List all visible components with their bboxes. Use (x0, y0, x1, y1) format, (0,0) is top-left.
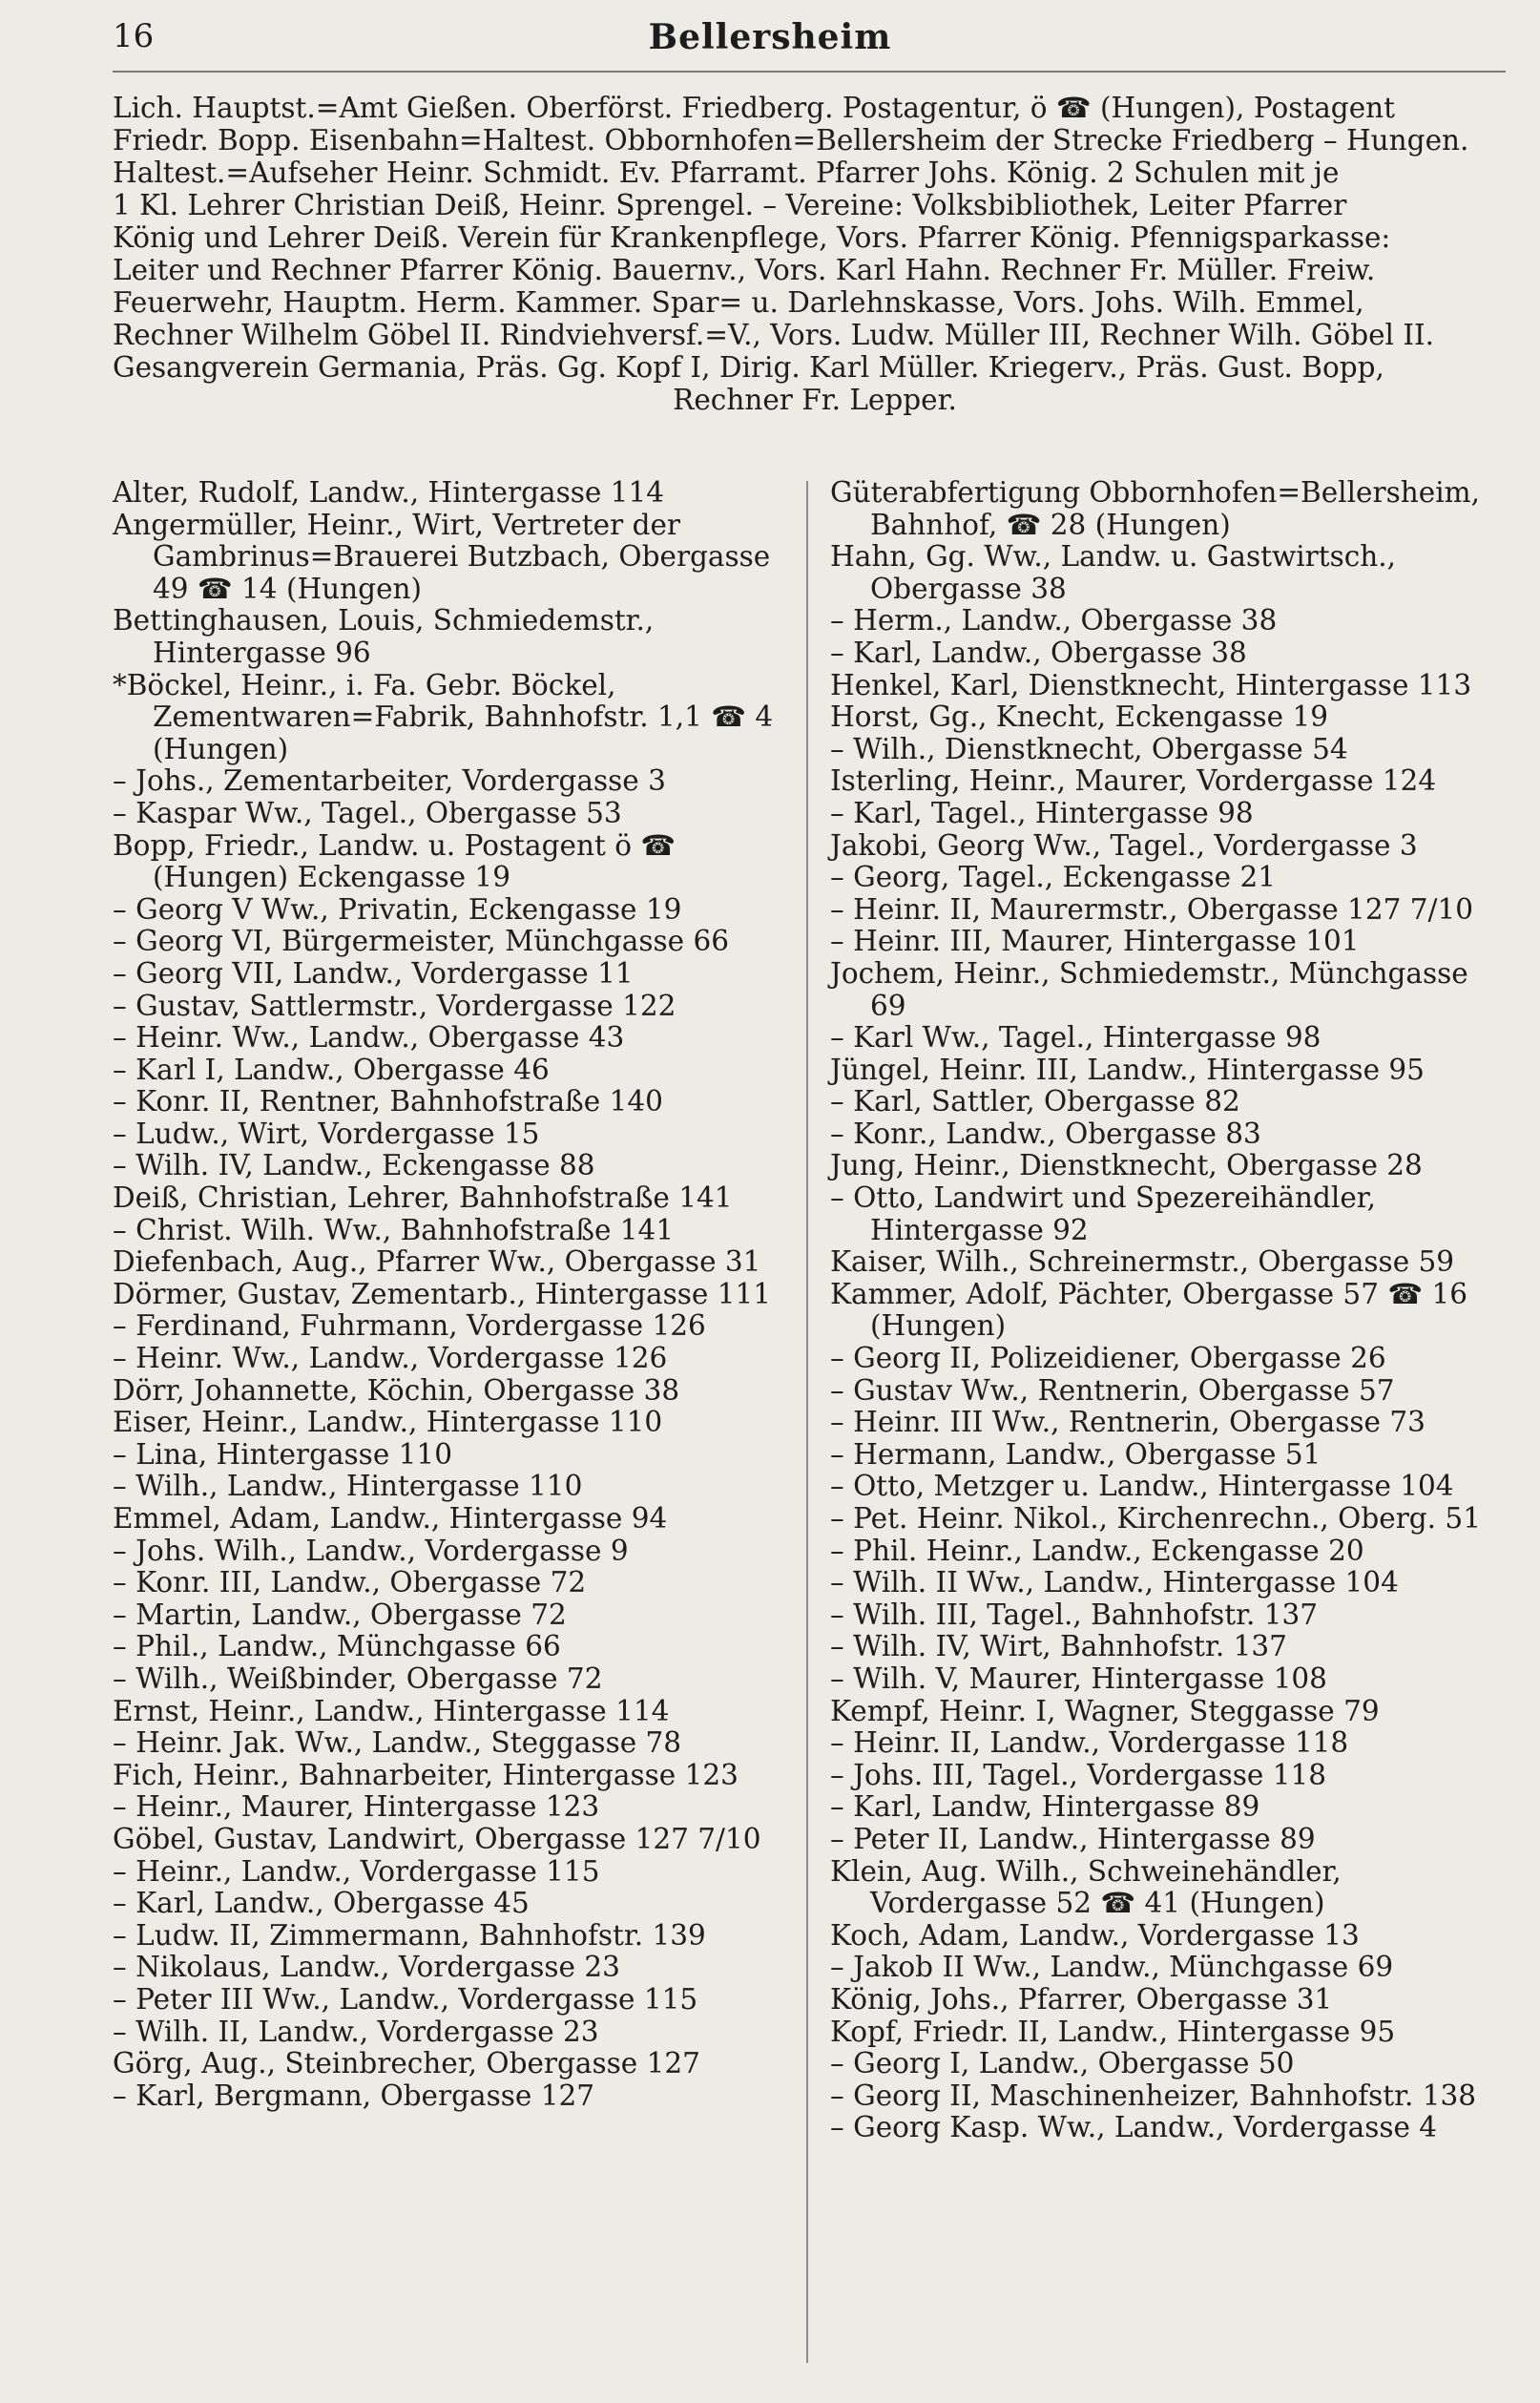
directory-entry: – Karl, Landw, Hintergasse 89 (830, 1790, 1260, 1824)
directory-entry: Angermüller, Heinr., Wirt, Vertreter der Gambrinus=Brauerei Butzbach, Obergasse 49 ☎ 14 (Hungen) (113, 508, 771, 605)
directory-entry: Henkel, Karl, Dienstknecht, Hintergasse 113 (830, 668, 1472, 701)
intro-line: Friedr. Bopp. Eisenbahn=Haltest. Obbornhofen=Bellersheim der Strecke Friedberg – Hungen. (113, 124, 1469, 157)
directory-entry: – Gustav Ww., Rentnerin, Obergasse 57 (830, 1373, 1395, 1407)
directory-entry: Isterling, Heinr., Maurer, Vordergasse 124 (830, 764, 1437, 798)
directory-entry: Dörmer, Gustav, Zementarb., Hintergasse 111 (113, 1277, 772, 1310)
directory-entry: – Heinr., Landw., Vordergasse 115 (113, 1854, 600, 1888)
directory-entry: – Konr. II, Rentner, Bahnhofstraße 140 (113, 1085, 663, 1118)
intro-line: Haltest.=Aufseher Heinr. Schmidt. Ev. Pfarramt. Pfarrer Johs. König. 2 Schulen mit je (113, 157, 1340, 189)
directory-entry: – Herm., Landw., Obergasse 38 (830, 604, 1278, 637)
page-title: Bellersheim (648, 17, 892, 57)
directory-entry: – Nikolaus, Landw., Vordergasse 23 (113, 1951, 620, 1984)
directory-entry: Jakobi, Georg Ww., Tagel., Vordergasse 3 (830, 828, 1418, 862)
directory-entry: *Böckel, Heinr., i. Fa. Gebr. Böckel, Zementwaren=Fabrik, Bahnhofstr. 1,1 ☎ 4 (Hungen) (113, 668, 774, 765)
intro-line: 1 Kl. Lehrer Christian Deiß, Heinr. Sprengel. – Vereine: Volksbibliothek, Leiter Pfarrer (113, 189, 1347, 221)
directory-entry: – Wilh., Weißbinder, Obergasse 72 (113, 1661, 603, 1695)
directory-entry: – Konr., Landw., Obergasse 83 (830, 1117, 1261, 1150)
directory-entry: Klein, Aug. Wilh., Schweinehändler, Vordergasse 52 ☎ 41 (Hungen) (830, 1854, 1342, 1920)
header-rule (113, 71, 1506, 73)
directory-entry: – Ferdinand, Fuhrmann, Vordergasse 126 (113, 1309, 706, 1343)
directory-entry: Alter, Rudolf, Landw., Hintergasse 114 (113, 476, 664, 509)
directory-entry: – Phil., Landw., Münchgasse 66 (113, 1630, 561, 1663)
directory-entry: – Gustav, Sattlermstr., Vordergasse 122 (113, 989, 676, 1022)
directory-entry: – Lina, Hintergasse 110 (113, 1437, 452, 1471)
column-divider (806, 481, 808, 2363)
directory-entry: Diefenbach, Aug., Pfarrer Ww., Obergasse 31 (113, 1245, 761, 1279)
directory-entry: – Ludw., Wirt, Vordergasse 15 (113, 1117, 540, 1150)
directory-entry: – Kaspar Ww., Tagel., Obergasse 53 (113, 796, 622, 829)
directory-entry: – Wilh. V, Maurer, Hintergasse 108 (830, 1661, 1327, 1695)
directory-entry: – Ludw. II, Zimmermann, Bahnhofstr. 139 (113, 1918, 706, 1952)
town-description (113, 92, 1517, 416)
intro-line: Rechner Wilhelm Göbel II. Rindviehversf.=V., Vors. Ludw. Müller III, Rechner Wilh. Göbel II. (113, 319, 1435, 351)
directory-entry: – Jakob II Ww., Landw., Münchgasse 69 (830, 1951, 1394, 1984)
directory-entry: – Georg Kasp. Ww., Landw., Vordergasse 4 (830, 2111, 1438, 2144)
directory-entry: – Heinr. II, Maurermstr., Obergasse 127 7/10 (830, 892, 1473, 926)
directory-entry: – Georg II, Polizeidiener, Obergasse 26 (830, 1342, 1386, 1375)
directory-entry: Kempf, Heinr. I, Wagner, Steggasse 79 (830, 1694, 1380, 1727)
directory-entry: – Heinr. Ww., Landw., Vordergasse 126 (113, 1342, 668, 1375)
directory-entry: – Heinr. III, Maurer, Hintergasse 101 (830, 925, 1360, 958)
directory-entry: – Karl, Bergmann, Obergasse 127 (113, 2079, 595, 2112)
directory-entry: Jung, Heinr., Dienstknecht, Obergasse 28 (830, 1149, 1423, 1182)
directory-entry: Güterabfertigung Obbornhofen=Bellersheim, Bahnhof, ☎ 28 (Hungen) (830, 476, 1480, 541)
directory-entry: König, Johs., Pfarrer, Obergasse 31 (830, 1982, 1333, 2016)
directory-entry: – Karl, Tagel., Hintergasse 98 (830, 796, 1254, 829)
directory-entry: Emmel, Adam, Landw., Hintergasse 94 (113, 1502, 668, 1535)
directory-entry: – Otto, Landwirt und Spezereihändler, Hintergasse 92 (830, 1181, 1377, 1246)
directory-entry: – Georg, Tagel., Eckengasse 21 (830, 861, 1277, 894)
directory-entry: Kammer, Adolf, Pächter, Obergasse 57 ☎ 16 (Hungen) (830, 1277, 1467, 1343)
left-column (113, 477, 785, 2112)
page-number: 16 (113, 17, 155, 55)
directory-entry: – Georg V Ww., Privatin, Eckengasse 19 (113, 892, 682, 926)
directory-entry: – Wilh., Landw., Hintergasse 110 (113, 1470, 583, 1503)
directory-entry: Ernst, Heinr., Landw., Hintergasse 114 (113, 1694, 670, 1727)
directory-entry: Kopf, Friedr. II, Landw., Hintergasse 95 (830, 2015, 1396, 2048)
intro-line: Lich. Hauptst.=Amt Gießen. Oberförst. Friedberg. Postagentur, ö ☎ (Hungen), Postagent (113, 92, 1396, 124)
directory-entry: – Karl, Sattler, Obergasse 82 (830, 1085, 1240, 1118)
directory-entry: – Wilh. II, Landw., Vordergasse 23 (113, 2015, 599, 2048)
directory-entry: Deiß, Christian, Lehrer, Bahnhofstraße 141 (113, 1181, 733, 1215)
directory-entry: – Hermann, Landw., Obergasse 51 (830, 1437, 1321, 1471)
intro-line: Feuerwehr, Hauptm. Herm. Kammer. Spar= u. Darlehnskasse, Vors. Johs. Wilh. Emmel, (113, 286, 1364, 319)
directory-entry: – Wilh. IV, Landw., Eckengasse 88 (113, 1149, 595, 1182)
directory-entry: Bettinghausen, Louis, Schmiedemstr., Hintergasse 96 (113, 604, 655, 669)
directory-entry: – Wilh., Dienstknecht, Obergasse 54 (830, 732, 1348, 765)
intro-lines (113, 92, 1517, 384)
right-column (830, 477, 1509, 2144)
intro-line: Gesangverein Germania, Präs. Gg. Kopf I, Dirig. Karl Müller. Kriegerv., Präs. Gust. Bopp, (113, 351, 1384, 384)
directory-entry: Bopp, Friedr., Landw. u. Postagent ö ☎ (Hungen) Eckengasse 19 (113, 828, 676, 894)
directory-entry: – Phil. Heinr., Landw., Eckengasse 20 (830, 1534, 1364, 1567)
directory-entry: – Heinr. Ww., Landw., Obergasse 43 (113, 1021, 625, 1055)
directory-entry: – Wilh. II Ww., Landw., Hintergasse 104 (830, 1566, 1399, 1599)
directory-entry: – Peter III Ww., Landw., Vordergasse 115 (113, 1982, 698, 2016)
directory-entry: – Karl, Landw., Obergasse 45 (113, 1887, 530, 1920)
directory-entry: – Georg I, Landw., Obergasse 50 (830, 2047, 1295, 2080)
directory-entry: Hahn, Gg. Ww., Landw. u. Gastwirtsch., Obergasse 38 (830, 540, 1396, 605)
directory-entry: Koch, Adam, Landw., Vordergasse 13 (830, 1918, 1360, 1952)
intro-line: Leiter und Rechner Pfarrer König. Bauernv., Vors. Karl Hahn. Rechner Fr. Müller. Freiw. (113, 254, 1376, 286)
directory-entry: Horst, Gg., Knecht, Eckengasse 19 (830, 700, 1329, 734)
directory-entry: Kaiser, Wilh., Schreinermstr., Obergasse 59 (830, 1245, 1455, 1279)
directory-entry: – Martin, Landw., Obergasse 72 (113, 1598, 567, 1631)
directory-entry: – Konr. III, Landw., Obergasse 72 (113, 1566, 587, 1599)
directory-entry: – Christ. Wilh. Ww., Bahnhofstraße 141 (113, 1213, 675, 1246)
directory-entry: – Wilh. IV, Wirt, Bahnhofstr. 137 (830, 1630, 1287, 1663)
directory-entry: – Johs., Zementarbeiter, Vordergasse 3 (113, 764, 666, 798)
directory-entry: – Wilh. III, Tagel., Bahnhofstr. 137 (830, 1598, 1319, 1631)
directory-entry: – Pet. Heinr. Nikol., Kirchenrechn., Oberg. 51 (830, 1502, 1481, 1535)
directory-entry: Eiser, Heinr., Landw., Hintergasse 110 (113, 1406, 663, 1439)
directory-entry: – Heinr., Maurer, Hintergasse 123 (113, 1790, 600, 1824)
directory-entry: – Karl I, Landw., Obergasse 46 (113, 1053, 550, 1086)
directory-entry: – Heinr. II, Landw., Vordergasse 118 (830, 1726, 1349, 1760)
directory-entry: – Otto, Metzger u. Landw., Hintergasse 104 (830, 1470, 1454, 1503)
directory-entry: – Johs. Wilh., Landw., Vordergasse 9 (113, 1534, 629, 1567)
intro-line: König und Lehrer Deiß. Verein für Krankenpflege, Vors. Pfarrer König. Pfennigsparkasse: (113, 221, 1391, 254)
directory-entry: – Georg VI, Bürgermeister, Münchgasse 66 (113, 925, 729, 958)
directory-entry: – Georg VII, Landw., Vordergasse 11 (113, 956, 634, 990)
directory-entry: – Georg II, Maschinenheizer, Bahnhofstr. 138 (830, 2079, 1477, 2112)
directory-entry: – Karl Ww., Tagel., Hintergasse 98 (830, 1021, 1321, 1055)
directory-entry: – Karl, Landw., Obergasse 38 (830, 636, 1247, 669)
directory-entry: – Peter II, Landw., Hintergasse 89 (830, 1822, 1316, 1855)
directory-entry: Dörr, Johannette, Köchin, Obergasse 38 (113, 1373, 680, 1407)
directory-entry: – Johs. III, Tagel., Vordergasse 118 (830, 1758, 1326, 1791)
directory-entry: Jochem, Heinr., Schmiedemstr., Münchgasse 69 (830, 956, 1468, 1022)
intro-last-line: Rechner Fr. Lepper. (673, 384, 957, 416)
directory-entry: Jüngel, Heinr. III, Landw., Hintergasse 95 (830, 1053, 1425, 1086)
directory-entry: Görg, Aug., Steinbrecher, Obergasse 127 (113, 2047, 700, 2080)
directory-entry: Fich, Heinr., Bahnarbeiter, Hintergasse 123 (113, 1758, 739, 1791)
directory-entry: – Heinr. III Ww., Rentnerin, Obergasse 73 (830, 1406, 1426, 1439)
directory-entry: – Heinr. Jak. Ww., Landw., Steggasse 78 (113, 1726, 682, 1760)
directory-entry: Göbel, Gustav, Landwirt, Obergasse 127 7/10 (113, 1822, 761, 1855)
